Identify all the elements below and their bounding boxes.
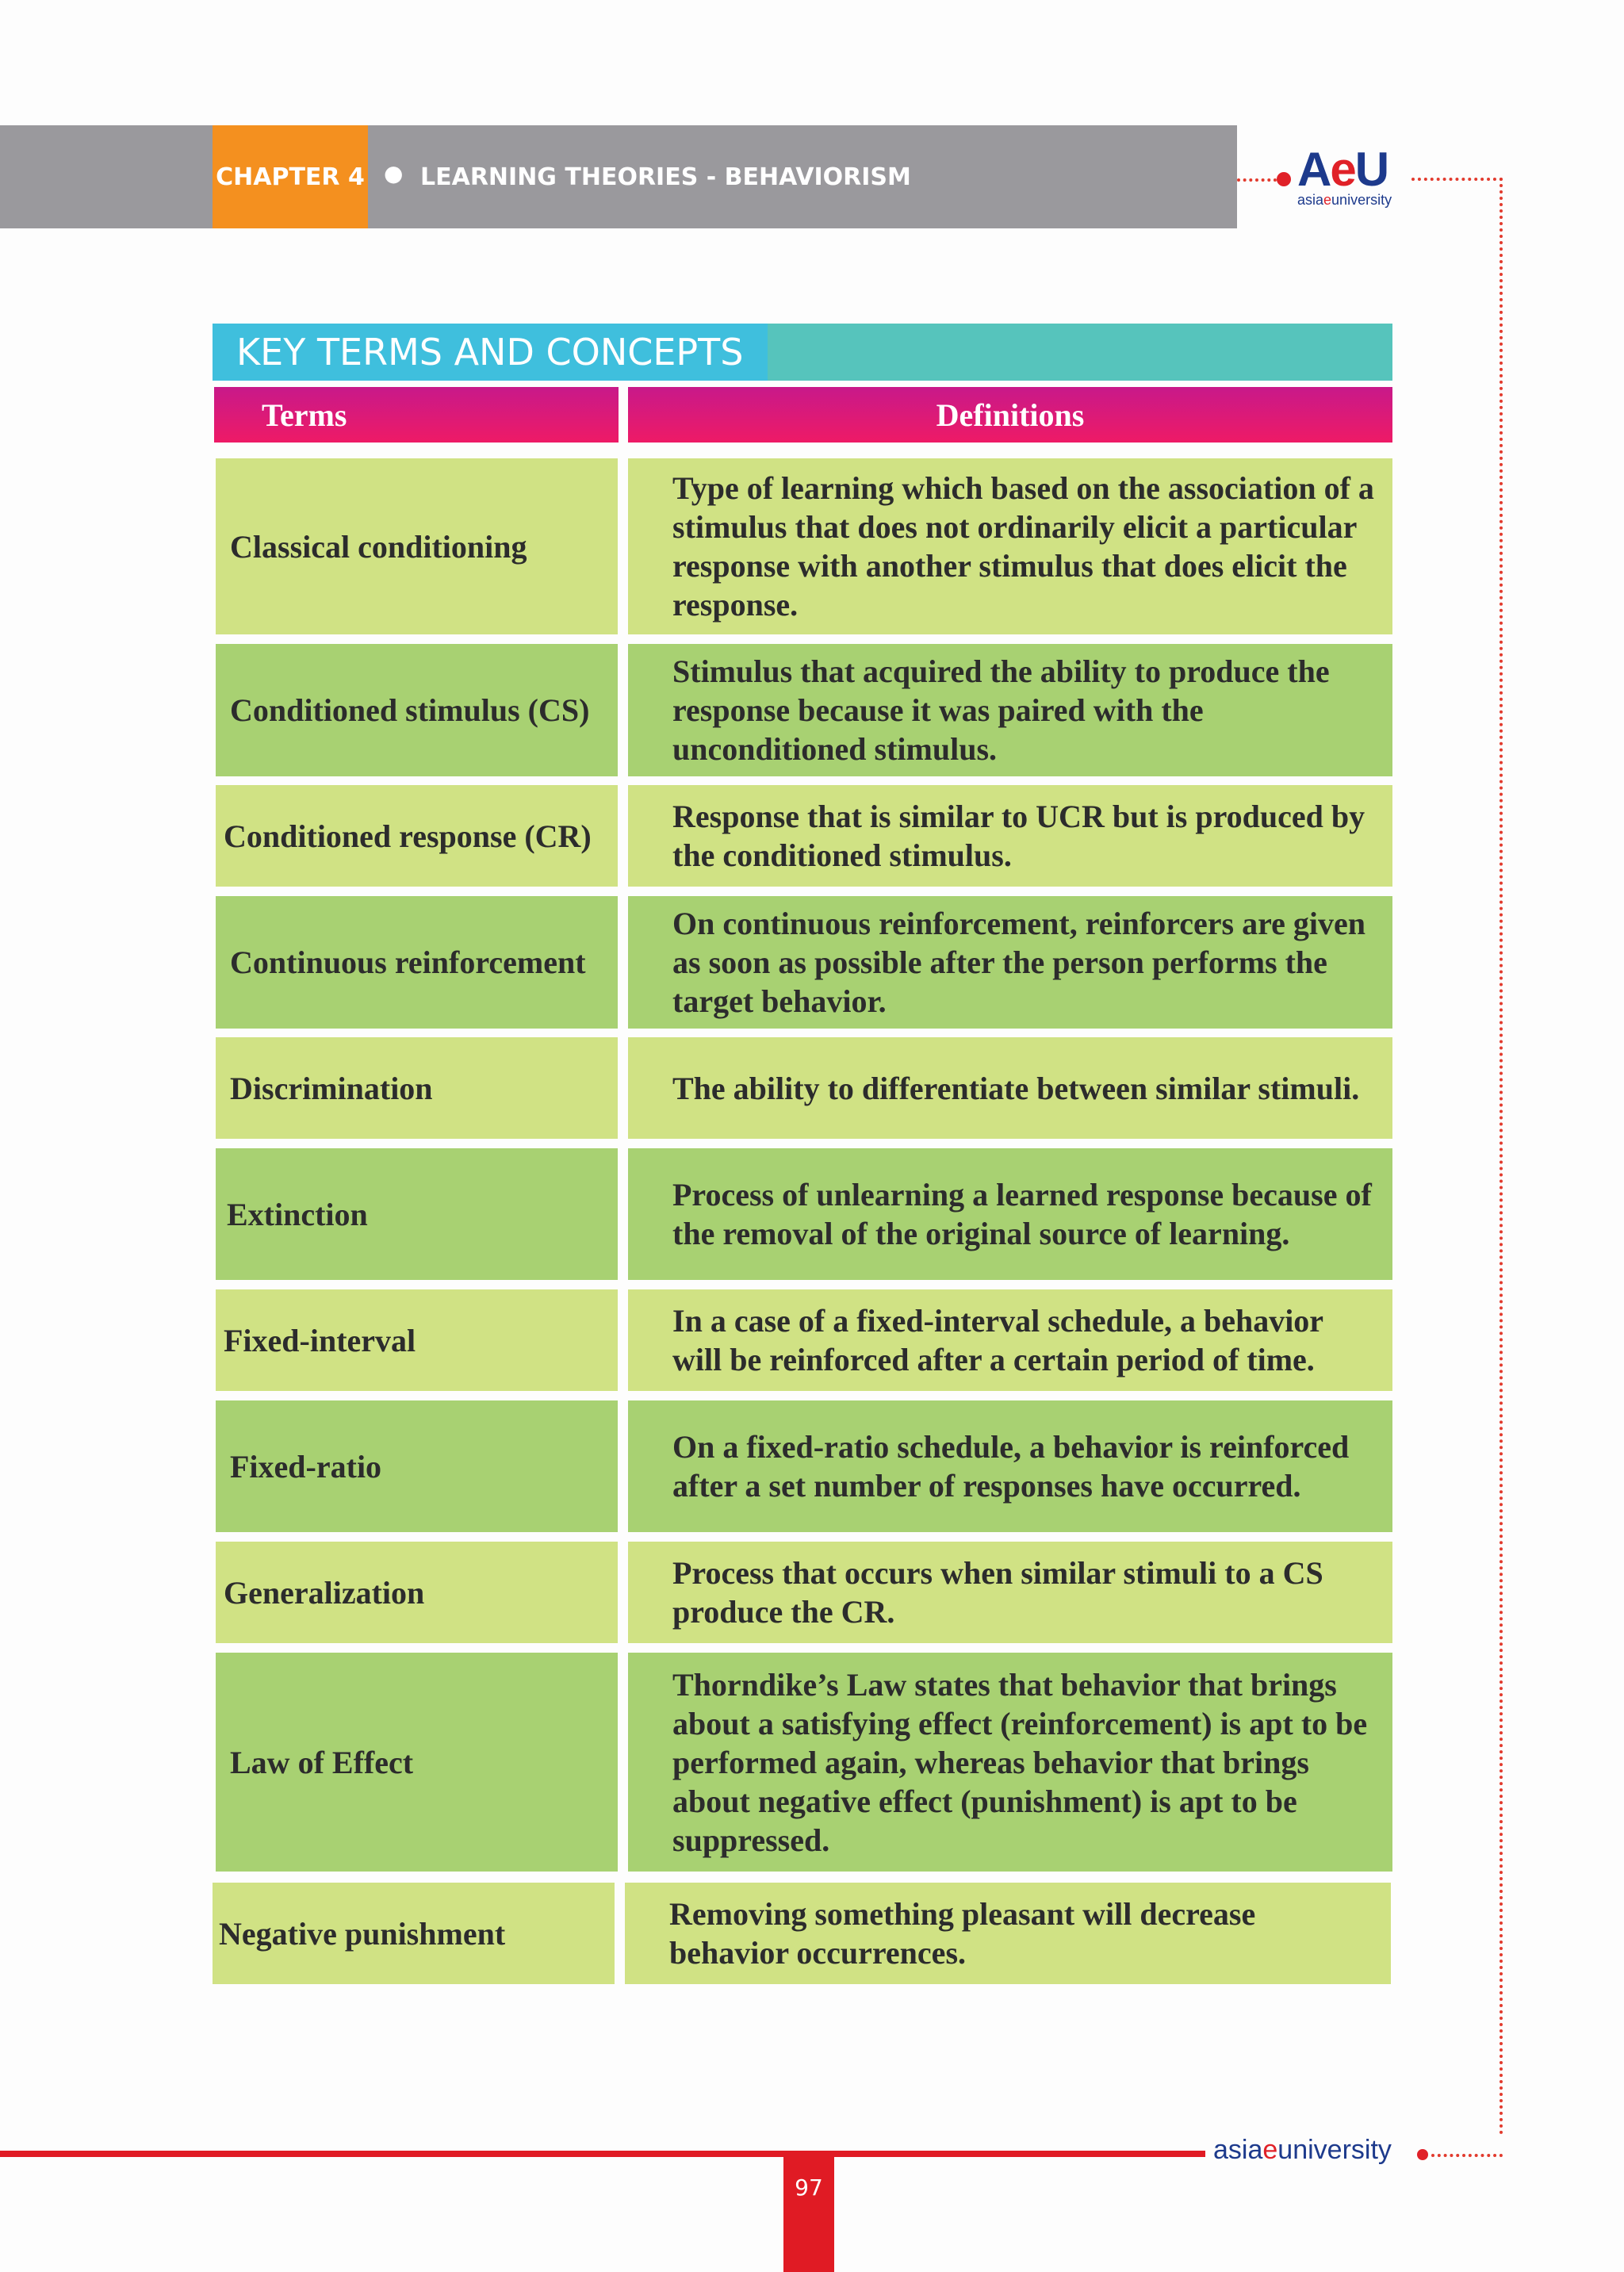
term-cell: Extinction: [216, 1148, 618, 1280]
definition-cell: Stimulus that acquired the ability to produce the response because it was paired with the unconditioned stimulus.: [628, 644, 1392, 776]
term-cell: Fixed-interval: [216, 1289, 618, 1391]
term-cell: Conditioned response (CR): [216, 785, 618, 887]
footer-brand: asiaeuniversity: [1213, 2135, 1392, 2165]
section-title: KEY TERMS AND CONCEPTS: [213, 324, 768, 381]
term-cell: Negative punishment: [213, 1883, 615, 1984]
footer-dot: [1417, 2149, 1428, 2160]
term-cell: Generalization: [216, 1542, 618, 1643]
logo-subtitle: asiaeuniversity: [1297, 192, 1392, 208]
definition-cell: Type of learning which based on the association of a stimulus that does not ordinarily elicit a particular response with another stimulus that does elicit the response.: [628, 458, 1392, 634]
definition-cell: In a case of a fixed-interval schedule, a behavior will be reinforced after a certain period of time.: [628, 1289, 1392, 1391]
logo-dot: [1277, 172, 1291, 186]
definition-cell: Response that is similar to UCR but is produced by the conditioned stimulus.: [628, 785, 1392, 887]
definition-cell: On continuous reinforcement, reinforcers are given as soon as possible after the person performs the target behavior.: [628, 896, 1392, 1029]
logo-dotted-line-left: [1237, 178, 1277, 182]
footer-rule: [0, 2151, 1205, 2157]
aeu-logo: AeU: [1297, 143, 1388, 196]
definition-cell: Thorndike’s Law states that behavior that brings about a satisfying effect (reinforcement) is apt to be performed again, whereas behavior that brings about negative effect (punishment) is apt to be suppressed.: [628, 1653, 1392, 1872]
definition-cell: Process that occurs when similar stimuli to a CS produce the CR.: [628, 1542, 1392, 1643]
frame-dotted-right: [1500, 178, 1503, 2136]
definition-cell: On a fixed-ratio schedule, a behavior is reinforced after a set number of responses have occurred.: [628, 1400, 1392, 1532]
term-cell: Law of Effect: [216, 1653, 618, 1872]
footer-dotted-line: [1431, 2154, 1503, 2157]
chapter-label: CHAPTER 4: [213, 125, 368, 228]
term-cell: Classical conditioning: [216, 458, 618, 634]
chapter-title: LEARNING THEORIES - BEHAVIORISM: [420, 163, 911, 191]
column-header-definitions: Definitions: [628, 387, 1392, 443]
definition-cell: Removing something pleasant will decrease behavior occurrences.: [625, 1883, 1391, 1984]
frame-dotted-top: [1411, 178, 1503, 181]
definition-cell: Process of unlearning a learned response because of the removal of the original source of learning.: [628, 1148, 1392, 1280]
term-cell: Continuous reinforcement: [216, 896, 618, 1029]
term-cell: Fixed-ratio: [216, 1400, 618, 1532]
header-bullet: ●: [384, 160, 404, 186]
term-cell: Discrimination: [216, 1037, 618, 1139]
column-header-terms: Terms: [214, 387, 619, 443]
page-number: 97: [783, 2157, 834, 2272]
term-cell: Conditioned stimulus (CS): [216, 644, 618, 776]
definition-cell: The ability to differentiate between similar stimuli.: [628, 1037, 1392, 1139]
